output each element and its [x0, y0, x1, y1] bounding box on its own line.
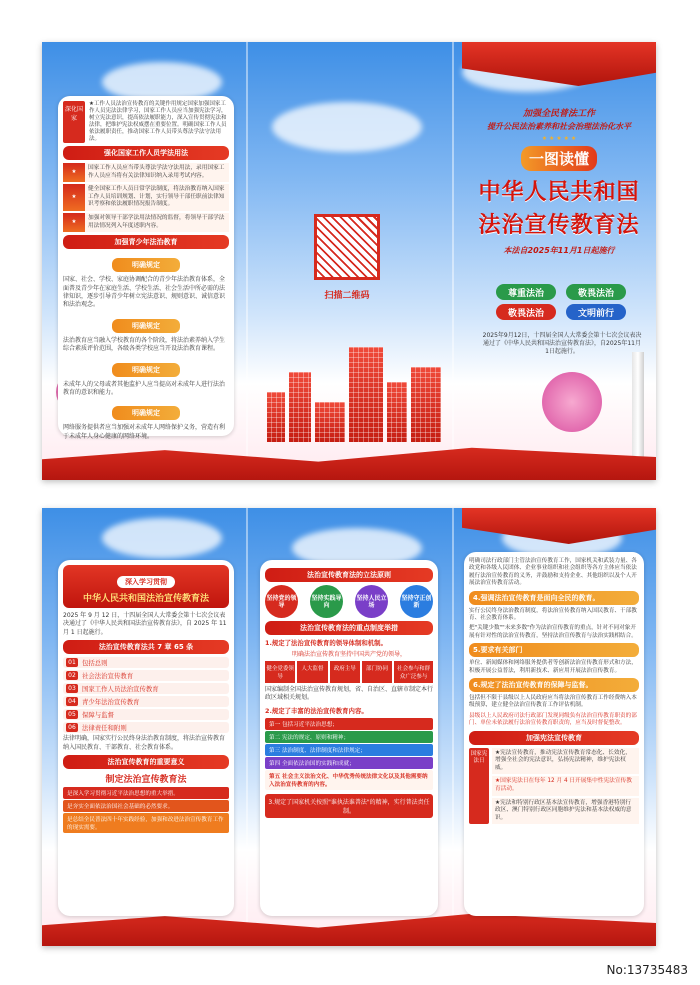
building — [289, 372, 311, 442]
right-intro: 明确司法行政部门主管法治宣传教育工作，国家机关和武装力量、各政党和各级人民团体、企业事业组织和社会组织等各方主体应当依法履行法治宣传教育的义务，并鼓励和支持企业、其他组织以及个人开展法治宣传教育活动。 — [469, 558, 637, 587]
chapter-number: 01 — [66, 658, 78, 667]
content-strip: 第五 社会主义法治文化、中华优秀传统法律文化以及其他需要纳入法治宣传教育的内容。 — [265, 770, 433, 790]
sub-tag: 明确规定 — [112, 319, 180, 333]
point-4-title: 4.强调法治宣传教育是面向全民的教育。 — [469, 591, 639, 605]
principle-circle: 坚持实践导向 — [310, 585, 343, 618]
content-strip: 第三 法治制度、法律制度和法律规定； — [265, 744, 433, 756]
principles-row — [265, 585, 433, 618]
building — [349, 347, 383, 442]
star-icon: ★ — [63, 163, 85, 182]
value-pill: 敬畏法治 — [566, 284, 626, 300]
effective-date: 本法自2025年11月1日起施行 — [503, 246, 615, 255]
fold-line — [452, 42, 454, 480]
constitution-row: ★宪法宣传教育，推动宪法宣传教育常态化、长效化，增强全社会的宪法意识，弘扬宪法精神，维护宪法权威。 — [492, 748, 639, 775]
content-strip: 第二 宪法的规定、原则和精神； — [265, 731, 433, 743]
qr-code-placeholder[interactable] — [314, 214, 380, 280]
intro-block — [63, 101, 229, 143]
staff-row — [63, 163, 229, 182]
huabiao-pillar-decoration — [632, 352, 644, 462]
chapter-number: 05 — [66, 710, 78, 719]
youth-text: 法治教育应当融入学校教育的各个阶段，将法治素养纳入学生综合素质评价范围，各级各类学校应当开设法治教育课程。 — [63, 336, 226, 353]
image-id-watermark: No:13735483 — [606, 963, 688, 977]
staff-row — [63, 213, 229, 232]
back-left-card — [58, 560, 234, 916]
constitution-title: 加强宪法宣传教育 — [469, 731, 639, 745]
chapter-number: 02 — [66, 671, 78, 680]
point-6-text: 包括但不限于县级以上人民政府应当将法治宣传教育工作经费纳入本级预算，建立健全法治宣传教育工作评估机制。 — [469, 695, 637, 709]
meaning-item: 是深入学习贯彻习近平法治思想的重大举措。 — [63, 787, 229, 799]
back-middle-card — [260, 560, 438, 916]
meaning-item: 是夯实全面依法治国社会基础的必然要求。 — [63, 800, 229, 812]
stars-decoration: ★ ★ ★ ★ ★ — [541, 135, 577, 142]
building — [411, 367, 441, 442]
sub-tag-wrap — [63, 313, 229, 336]
chapter-label: 社会法治宣传教育 — [82, 672, 134, 681]
cloud-decoration — [272, 102, 422, 152]
chapter-item — [63, 670, 229, 681]
youth-block — [63, 252, 229, 275]
chapter-item — [63, 722, 229, 733]
staff-row — [63, 184, 229, 211]
chapters-title: 法治宣传教育法共 7 章 65 条 — [63, 640, 229, 654]
value-pill: 敬畏法治 — [496, 304, 556, 320]
principle-circle: 坚持党的领导 — [265, 585, 298, 618]
section-title-staff: 强化国家工作人员学法用法 — [63, 146, 229, 160]
intro-badge: 深化国家 — [63, 101, 85, 143]
point-5-title: 5.要求有关部门 — [469, 643, 639, 657]
content-strip: 第四 全面依法治国的实践和成就； — [265, 757, 433, 769]
point-6-text2: 县级以上人民政府司法行政部门发现同级负有法治宣传教育职责的部门、单位未依法履行法治宣传教育职责的，应当及时督促整改。 — [469, 712, 637, 727]
meaning-subtitle: 制定法治宣传教育法 — [105, 775, 187, 786]
back-intro: 2025 年 9 月 12 日，十四届全国人大常委会第十七次会议表决通过了《中华人民共和国法治宣传教育法》，自 2025 年 11 月 1 日起施行。 — [63, 612, 227, 636]
brochure-front-sheet — [42, 42, 656, 480]
measures-title: 法治宣传教育法的重点制度举措 — [265, 621, 433, 635]
chapter-number: 03 — [66, 684, 78, 693]
brochure-back-sheet — [42, 508, 656, 946]
point-5-text: 单位、新闻媒体和网络服务提供者等创新法治宣传教育形式和方法，积极开展公益普法，利用新技术、新应用开展法治宣传教育。 — [469, 660, 637, 674]
qr-label: 扫描二维码 — [324, 291, 370, 301]
peony-flower-decoration — [542, 372, 602, 432]
meaning-item: 是总结全民普法四十年实践经验，加强和改进法治宣传教育工作的现实需要。 — [63, 813, 229, 833]
value-pill: 尊重法治 — [496, 284, 556, 300]
building — [267, 392, 285, 442]
governance-boxes — [265, 661, 433, 683]
cloud-decoration — [102, 518, 222, 558]
governance-box: 人大监督 — [297, 661, 327, 683]
cover-tag1: 加强全民普法工作 — [522, 109, 595, 119]
content-strip: 第一 包括习近平法治思想； — [265, 718, 433, 730]
chapter-label: 包括总则 — [82, 659, 108, 668]
principle-circle: 坚持人民立场 — [355, 585, 388, 618]
meaning-title: 法治宣传教育的重要意义 — [63, 755, 229, 769]
sub-tag: 明确规定 — [112, 363, 180, 377]
chapter-number: 06 — [66, 723, 78, 732]
cover-title-small: 一图读懂 — [521, 146, 597, 171]
chapter-label: 青少年法治宣传教育 — [82, 698, 140, 707]
principle-circle: 坚持守正创新 — [400, 585, 433, 618]
youth-text: 未成年人的父母或者其他监护人应当提高对未成年人进行法治教育的意识和能力。 — [63, 380, 226, 396]
header-title: 中华人民共和国法治宣传教育法 — [82, 594, 209, 604]
constitution-row: ★宪法和特别行政区基本法宣传教育，增强香港特别行政区、澳门特别行政区同胞维护宪法和基本法权威的意识。 — [492, 798, 639, 825]
city-skyline — [257, 342, 447, 442]
front-left-card — [58, 96, 234, 440]
constitution-badge: 国家宪法日 — [469, 748, 489, 825]
staff-row-text: 健全国家工作人员日常学法制度，将法治教育纳入国家工作人员培训规划、计划，实行领导干部任职前法律知识考察和依法履职情况报告制度。 — [85, 184, 229, 211]
governance-box: 部门协同 — [362, 661, 392, 683]
building — [315, 402, 345, 442]
chapter-label: 法律责任和附则 — [82, 724, 127, 733]
cover-title-line1: 中华人民共和国 — [478, 180, 640, 205]
governance-box: 健全党委领导 — [265, 661, 295, 683]
point-4-text2: 把"关键少数""未来多数"作为法治宣传教育的重点，针对不同对象开展有针对性的法治宣传教育，坚持法治宣传教育与法治实践相结合。 — [469, 625, 637, 639]
governance-box: 社会参与和群众广泛参与 — [394, 661, 433, 683]
measure-1-text2: 国家编制全国法治宣传教育规划，省、自治区、直辖市制定本行政区域相关规划。 — [265, 686, 434, 702]
youth-text: 网络服务提供者应当加强对未成年人网络保护义务，营造有利于未成年人身心健康的网络环境。 — [63, 424, 226, 440]
measure-1-title: 1.规定了法治宣传教育的领导体制和机制。 — [265, 639, 387, 647]
back-right-card — [464, 552, 644, 916]
header-small: 深入学习贯彻 — [117, 576, 175, 588]
star-icon: ★ — [63, 184, 85, 211]
intro-text: ★工作人员法治宣传教育的关键作用规定国家加强国家工作人员宪法法律学习，国家工作人员应当加强宪法学习，树立宪法意识，提高依法履职能力，深入宣传贯彻宪法和法律，把维护宪法权威摆在重要位置。明确国家工作人员依法履职责任，推动国家工作人员带头尊法学法守法用法。 — [89, 101, 227, 142]
cover-note: 2025年9月12日，十四届全国人大常委会第十七次会议表决通过了《中华人民共和国法治宣传教育法》，自2025年11月1日起施行。 — [482, 332, 642, 355]
back-left-header — [63, 565, 229, 608]
chapter-item — [63, 709, 229, 720]
chapter-label: 国家工作人员法治宣传教育 — [82, 685, 159, 694]
constitution-block — [469, 748, 639, 825]
constitution-row: ★国家宪法日在每年 12 月 4 日开展集中性宪法宣传教育活动。 — [492, 776, 639, 795]
sub-tag-wrap — [63, 357, 229, 380]
chapter-item — [63, 696, 229, 707]
cover-tag2: 提升公民法治素养和社会治理法治化水平 — [487, 122, 631, 131]
governance-box: 政府主导 — [330, 661, 360, 683]
red-ribbon-decoration — [462, 508, 656, 544]
principles-title: 法治宣传教育法的立法原则 — [265, 568, 433, 582]
point-4-text: 实行公民终身法治教育制度，将法治宣传教育纳入国民教育、干部教育、社会教育体系。 — [469, 607, 637, 622]
measure-2-title: 2.规定了丰富的法治宣传教育内容。 — [265, 706, 368, 715]
fold-line — [452, 508, 454, 946]
fold-line — [246, 508, 248, 946]
constitution-rows — [492, 748, 639, 825]
chapter-label: 保障与监督 — [82, 711, 114, 720]
youth-text: 国家、社会、学校、家庭协调配合的青少年法治教育体系，全面普及青少年在家庭生活、学校生活、社会生活中所必需的法律知识，逐步引导青少年树立宪法意识、规则意识、诚信意识和法治观念。 — [63, 276, 226, 309]
staff-row-text: 加强对领导干部学法用法情况的监督，将领导干部学法用法情况列入年度述职内容。 — [85, 213, 229, 232]
star-icon: ★ — [63, 213, 85, 232]
measure-1-text: 明确法治宣传教育坚持中国共产党的领导， — [291, 651, 406, 658]
sub-tag: 明确规定 — [112, 258, 180, 272]
chapter-item — [63, 683, 229, 694]
chapter-number: 04 — [66, 697, 78, 706]
section-title-youth: 加强青少年法治教育 — [63, 235, 229, 249]
staff-row-text: 国家工作人员应当带头尊法学法守法用法，录用国家工作人员应当将有关法律知识纳入录用考试内容。 — [85, 163, 229, 182]
chapter-item — [63, 657, 229, 668]
point-6-title: 6.规定了法治宣传教育的保障与监督。 — [469, 678, 639, 692]
fold-line — [246, 42, 248, 480]
cover-title-line2: 法治宣传教育法 — [478, 213, 640, 238]
sub-tag: 明确规定 — [112, 406, 180, 420]
chapters-summary: 法律明确，国家实行公民终身法治教育制度，将法治宣传教育纳入国民教育、干部教育、社会教育体系。 — [63, 735, 226, 751]
measure-3-title: 3.规定了国家机关按照"谁执法谁普法"的精神，实行普法责任制。 — [265, 794, 433, 818]
cover-block — [462, 106, 656, 256]
value-pill: 文明前行 — [566, 304, 626, 320]
building — [387, 382, 407, 442]
sub-tag-wrap — [63, 400, 229, 423]
